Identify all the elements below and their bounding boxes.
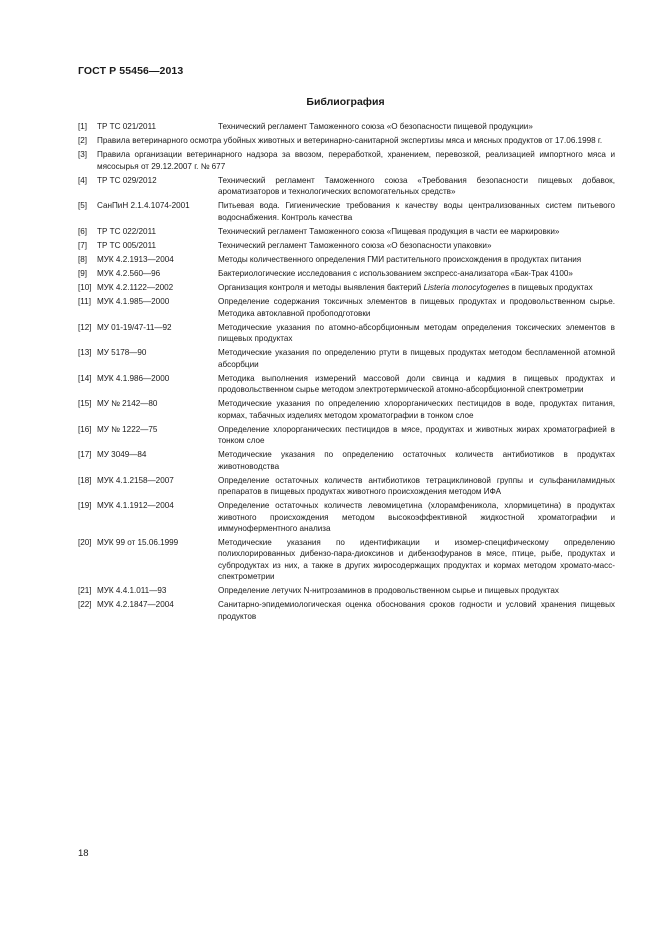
bib-entry-number: [1] [78,122,88,131]
bibliography-list [78,121,615,625]
bib-entry-description: Технический регламент Таможенного союза «Требования безопасности пищевых добавок, ароматизаторов и технологических вспомогательных средств» [218,175,615,197]
bib-entry-description: Бактериологические исследования с использованием экспресс-анализатора «Бак-Трак 4100» [218,268,573,278]
bib-entry-description: Определение хлорорганических пестицидов в мясе, продуктах и животных жирах хроматографией в тонком слое [218,424,615,446]
bib-entry-9 [78,268,615,279]
bib-entry-number: [13] [78,348,92,358]
bib-entry-code: МУК 99 от 15.06.1999 [97,538,179,548]
bib-entry-number: [17] [78,450,92,460]
bib-entry-description: Определение летучих N-нитрозаминов в продовольственном сырье и пищевых продуктах [218,586,559,596]
bib-entry-number: [6] [78,226,88,236]
bib-entry-15 [78,398,615,421]
bib-entry-code: МУК 4.1.1912—2004 [97,501,174,511]
bib-entry-number: [12] [78,322,92,332]
bib-entry-description: Питьевая вода. Гигиенические требования к качеству воды централизованных систем питьевого водоснабжения. Контроль качества [218,201,615,222]
page-number: 18 [78,848,89,859]
bib-entry-number: [9] [78,268,88,278]
bib-entry-8 [78,254,615,265]
bib-entry-code: ТР ТС 005/2011 [97,240,157,250]
bib-entry-code: ТР ТС 021/2011 [97,122,157,131]
bib-entry-description: Методические указания по определению остаточных количеств антибиотиков в продуктах животноводства [218,450,615,471]
bib-entry-code: МУК 4.2.560—96 [97,268,161,278]
bib-entry-code: МУ № 1222—75 [97,424,158,434]
document-header: ГОСТ Р 55456—2013 [78,65,184,77]
bib-entry-code: ТР ТС 022/2011 [97,226,157,236]
bib-entry-number: [21] [78,586,92,596]
bib-entry-number: [18] [78,475,92,485]
bib-entry-code: МУК 4.1.985—2000 [97,297,170,307]
bibliography-title [0,96,661,108]
bib-entry-description: Методические указания по идентификации и изомер-специфическому определению полихлорированных дибензо-пара-диоксинов и дибензофуранов в мясе, птице, рыбе, продуктах и субпродуктах из них, а также в других жиросодержащих продуктах и кормах методом хромато-масс-спектрометрии [218,538,615,582]
bib-entry-11 [78,296,615,319]
bib-entry-description: Методические указания по определению хлорорганических пестицидов в воде, продуктах питания, кормах, табачных изделиях методом хроматографии в тонком слое [218,399,615,420]
bib-entry-number: [3] [78,150,88,160]
bib-entry-12 [78,322,615,345]
bib-entry-20 [78,537,615,583]
bib-entry-number: [14] [78,373,92,383]
bib-entry-number: [20] [78,538,92,548]
bib-entry-code: МУК 4.1.986—2000 [97,373,170,383]
bib-entry-description: Технический регламент Таможенного союза «О безопасности упаковки» [218,240,492,250]
bib-entry-italic-term: Listeria monocytogenes [423,283,510,293]
bib-entry-16 [78,424,615,447]
bib-entry-description: Методические указания по атомно-абсорбционным методам определения токсических элементов в пищевых продуктах [218,322,615,344]
bib-entry-6 [78,226,615,237]
bib-entry-number: [4] [78,175,88,185]
bib-entry-code: ТР ТС 029/2012 [97,175,157,185]
bib-entry-number: [11] [78,297,91,307]
bib-entry-description: Технический регламент Таможенного союза «Пищевая продукция в части ее маркировки» [218,226,560,236]
bib-entry-3 [78,149,615,172]
bib-entry-number: [10] [78,283,92,293]
bib-entry-21 [78,585,615,596]
bib-entry-number: [5] [78,201,88,211]
bib-entry-number: [16] [78,424,92,434]
bib-entry-1 [78,121,615,132]
bib-entry-22 [78,599,615,622]
bib-entry-description: Методы количественного определения ГМИ растительного происхождения в продуктах питания [218,254,582,264]
bib-entry-code: МУК 4.2.1913—2004 [97,254,174,264]
bib-entry-2 [78,135,615,146]
bib-entry-code: МУ 01-19/47-11—92 [97,322,172,332]
bib-entry-10 [78,282,615,293]
bib-entry-19 [78,500,615,534]
bib-entry-description [218,282,615,293]
bib-entry-code: МУ № 2142—80 [97,399,158,409]
bib-entry-code: МУК 4.4.1.011—93 [97,586,167,596]
bib-entry-code: СанПиН 2.1.4.1074-2001 [97,201,190,211]
bib-entry-text: Организация контроля и методы выявления бактерий [218,283,424,293]
bib-entry-number: [15] [78,399,92,409]
bib-entry-description: Методические указания по определению ртути в пищевых продуктах методом беспламенной атомной абсорбции [218,348,615,369]
bib-entry-description: Технический регламент Таможенного союза «О безопасности пищевой продукции» [218,122,533,131]
bib-entry-5 [78,200,615,223]
bib-entry-code: МУК 4.1.2158—2007 [97,475,174,485]
bib-entry-number: [2] [78,136,88,146]
bib-entry-13 [78,347,615,370]
bib-entry-code: МУ 3049—84 [97,450,147,460]
bib-entry-code: МУ 5178—90 [97,348,147,358]
bib-entry-number: [7] [78,240,88,250]
bib-entry-4 [78,175,615,198]
bib-entry-7 [78,240,615,251]
bib-entry-18 [78,475,615,498]
bib-entry-description: Определение содержания токсичных элементов в пищевых продуктах и продовольственном сырье. Методика автоклавной пробоподготовки [218,297,615,318]
bib-entry-description: Определение остаточных количеств левомицетина (хлорамфеникола, хлормицетина) в продуктах животного происхождения методом высокоэффективной жидкостной хроматографии и иммуноферментного анализа [218,501,615,533]
bib-entry-code: МУК 4.2.1122—2002 [97,283,174,293]
bib-entry-code: МУК 4.2.1847—2004 [97,600,174,610]
bib-entry-14 [78,373,615,396]
bib-entry-text: в пищевых продуктах [509,283,593,293]
bib-entry-description: Методика выполнения измерений массовой доли свинца и кадмия в пищевых продуктах и продовольственном сырье методом электротермической атомно-абсорбционной спектрометрии [218,373,615,395]
bib-entry-number: [19] [78,501,92,511]
bibliography-title-text: Библиография [306,96,385,108]
bib-entry-description: Санитарно-эпидемиологическая оценка обоснования сроков годности и условий хранения пищевых продуктов [218,600,615,621]
bib-entry-description: Правила ветеринарного осмотра убойных животных и ветеринарно-санитарной экспертизы мяса и мясных продуктов от 17.06.1998 г. [97,136,603,146]
bib-entry-17 [78,449,615,472]
bib-entry-number: [22] [78,600,92,610]
bib-entry-number: [8] [78,254,88,264]
bib-entry-description: Определение остаточных количеств антибиотиков тетрациклиновой группы и сульфаниламидных препаратов в пищевых продуктах животного происхождения методом ИФА [218,475,615,497]
bib-entry-description: Правила организации ветеринарного надзора за ввозом, переработкой, хранением, перевозкой, реализацией импортного мяса и мясосырья от 29.12.2007 г. № 677 [97,150,615,171]
